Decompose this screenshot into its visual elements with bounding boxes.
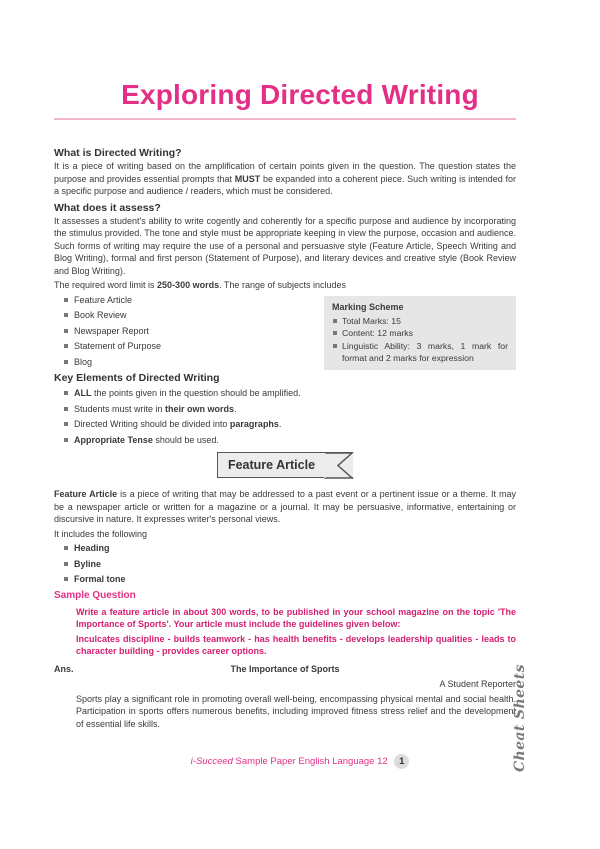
footer-text: Sample Paper English Language 12 (232, 756, 388, 767)
marking-item: Linguistic Ability: 3 marks, 1 mark for format and 2 marks for expression (332, 340, 508, 365)
includes-line: It includes the following (54, 528, 148, 539)
answer-body: Sports play a significant role in promoting overall well-being, encompassing physical mental and social health. Participation in sports offers numerous benefits, including improved fitness stress relief and the development of essential life skills. (76, 693, 516, 729)
list-item: Blog (62, 356, 161, 369)
page-number: 1 (394, 754, 409, 769)
marking-item: Total Marks: 15 (332, 315, 508, 327)
what-is-text-2: be expanded into a coherent piece. Such writing is intended for a specific purpose and audience / readers, which must be considered. (54, 173, 516, 196)
banner-arrow-icon (324, 452, 354, 479)
answer-title: The Importance of Sports (230, 663, 340, 674)
what-is-bold: MUST (234, 173, 261, 184)
sample-question-text: Write a feature article in about 300 words, to be published in your school magazine on the topic 'The Importance of Sports'. Your article must include the guidelines given below: (76, 606, 516, 629)
key-1-text: the points given in the question should be amplified. (91, 388, 301, 398)
feature-article-paragraph (54, 488, 516, 526)
key-2-end: . (234, 403, 237, 414)
answer-header: Ans. The Importance of Sports (54, 663, 516, 676)
cheat-sheets-side-tab: Cheat Sheets (512, 664, 528, 772)
subjects-list (54, 294, 161, 372)
sample-guidelines: Inculcates discipline - builds teamwork - has health benefits - develops leadership qualities - leads to character building - provides career options. (76, 633, 516, 656)
word-limit-post: . The range of subjects includes (219, 280, 347, 290)
banner-label: Feature Article (227, 457, 316, 472)
list-item (62, 403, 516, 416)
list-item: Formal tone (62, 573, 516, 586)
what-is-paragraph (54, 160, 516, 198)
answer-byline: A Student Reporter (439, 679, 516, 689)
key-3-end: . (278, 419, 282, 429)
feature-bold: Feature Article (54, 489, 118, 499)
what-is-text-1: It is a piece of writing based on the amplification of certain points given in the question. The question states the purpose and provides essential prompts that (54, 161, 516, 184)
list-item: Heading (62, 542, 516, 555)
list-item (62, 418, 516, 431)
key-3-bold: paragraphs (229, 419, 279, 429)
marking-scheme-title: Marking Scheme (332, 301, 404, 312)
page-footer (0, 754, 600, 769)
list-item (62, 387, 516, 400)
main-content (54, 146, 516, 730)
word-limit-value: 250-300 words (157, 280, 220, 290)
list-item: Book Review (62, 309, 161, 322)
key-4-bold: Appropriate Tense (74, 434, 153, 445)
sample-question-heading: Sample Question (54, 589, 136, 601)
marking-scheme-box (324, 296, 516, 371)
list-item: Statement of Purpose (62, 340, 161, 353)
page-title: Exploring Directed Writing (121, 79, 479, 110)
feature-text: is a piece of writing that may be addressed to a past event or a pertinent issue or a theme. It may be a newspaper article or written for a magazine or a journal. It may be persuasive, informative, entertaining or discursive in nature. It expresses writer's personal views. (54, 489, 516, 524)
word-limit-pre: The required word limit is (54, 280, 158, 290)
feature-items-list (54, 542, 516, 586)
key-2-bold: their own words (165, 403, 235, 414)
footer-brand: i-Succeed (190, 756, 233, 767)
marking-item: Content: 12 marks (332, 327, 508, 339)
key-1-bold: ALL (74, 388, 92, 398)
list-item: Newspaper Report (62, 325, 161, 338)
assess-heading: What does it assess? (54, 201, 161, 214)
assess-paragraph: It assesses a student's ability to write cogently and coherently for a specific purpose and audience by incorporating the stimulus provided. The tone and style must be appropriate keeping in view the purpose, occasion and audience. Such forms of writing may require the use of a personal and persuasive style (Feature Article, Speech Writing and Blog Writing), formal and first person (Statement of Purpose), and literary devices and creative style (Book Review and Blog Writing). (54, 215, 516, 276)
key-elements-heading: Key Elements of Directed Writing (54, 372, 220, 384)
key-2-text: Students must write in (74, 403, 166, 414)
list-item: Byline (62, 558, 516, 571)
feature-article-banner (217, 452, 353, 478)
list-item (62, 434, 516, 447)
key-4-text: should be used. (152, 434, 219, 445)
list-item: Feature Article (62, 294, 161, 307)
what-is-heading: What is Directed Writing? (54, 147, 182, 159)
key-3-text: Directed Writing should be divided into (74, 419, 230, 429)
key-elements-list (54, 387, 516, 446)
title-divider (54, 118, 516, 120)
word-limit-line (54, 279, 516, 292)
